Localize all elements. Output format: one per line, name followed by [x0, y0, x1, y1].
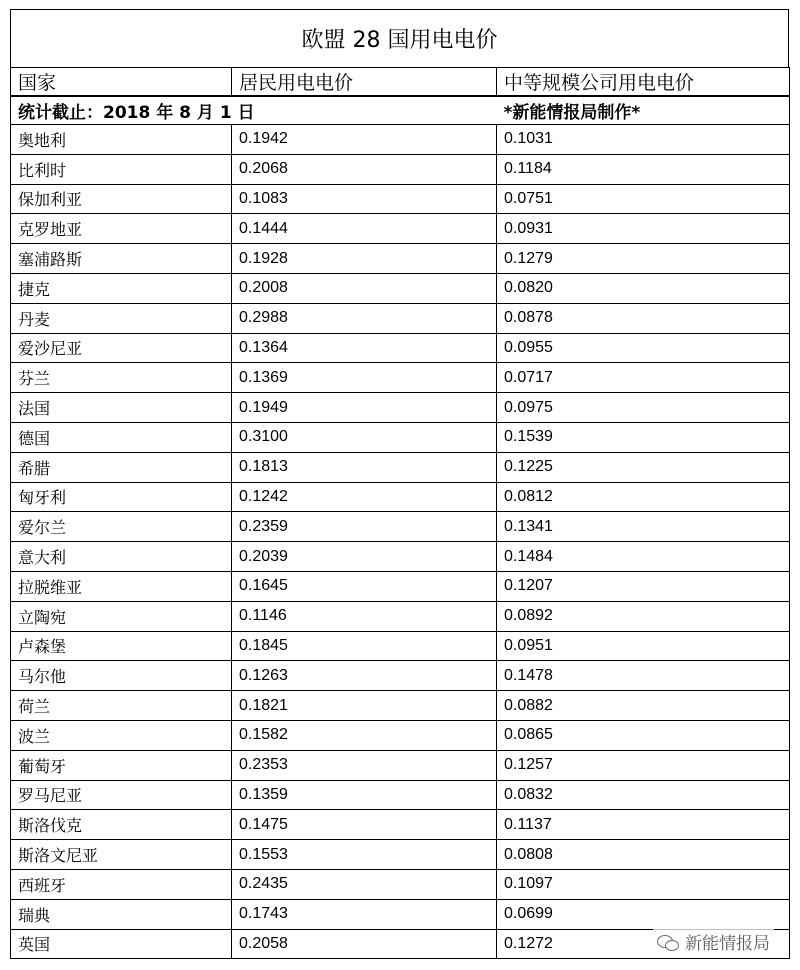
table-row — [11, 452, 790, 482]
residential-price-cell: 0.2359 — [232, 512, 497, 542]
business-price-cell: 0.0751 — [497, 184, 790, 214]
header-country: 国家 — [11, 68, 232, 97]
country-cell: 爱尔兰 — [11, 512, 232, 542]
business-price-cell: 0.1341 — [497, 512, 790, 542]
residential-price-cell: 0.1928 — [232, 244, 497, 274]
residential-price-cell: 0.2435 — [232, 869, 497, 899]
country-cell: 德国 — [11, 422, 232, 452]
table-row — [11, 691, 790, 721]
business-price-cell: 0.1097 — [497, 869, 790, 899]
country-cell: 斯洛文尼亚 — [11, 840, 232, 870]
table-row — [11, 631, 790, 661]
business-price-cell: 0.1257 — [497, 750, 790, 780]
table-row — [11, 244, 790, 274]
table-row — [11, 333, 790, 363]
residential-price-cell: 0.2039 — [232, 542, 497, 572]
business-price-cell: 0.0892 — [497, 601, 790, 631]
table-row — [11, 661, 790, 691]
business-price-cell: 0.0975 — [497, 393, 790, 423]
header-row — [11, 68, 790, 97]
residential-price-cell: 0.1359 — [232, 780, 497, 810]
business-price-cell: 0.1137 — [497, 810, 790, 840]
table-row — [11, 840, 790, 870]
country-cell: 马尔他 — [11, 661, 232, 691]
business-price-cell: 0.0951 — [497, 631, 790, 661]
business-price-cell: 0.0808 — [497, 840, 790, 870]
country-cell: 瑞典 — [11, 899, 232, 929]
country-cell: 斯洛伐克 — [11, 810, 232, 840]
country-cell: 比利时 — [11, 154, 232, 184]
country-cell: 希腊 — [11, 452, 232, 482]
business-price-cell: 0.0878 — [497, 303, 790, 333]
country-cell: 保加利亚 — [11, 184, 232, 214]
credit-note: *新能情报局制作* — [497, 96, 790, 125]
price-table — [10, 67, 790, 959]
country-cell: 克罗地亚 — [11, 214, 232, 244]
residential-price-cell: 0.1242 — [232, 482, 497, 512]
business-price-cell: 0.0832 — [497, 780, 790, 810]
business-price-cell: 0.0882 — [497, 691, 790, 721]
business-price-cell: 0.0865 — [497, 720, 790, 750]
business-price-cell: 0.1484 — [497, 542, 790, 572]
residential-price-cell: 0.3100 — [232, 422, 497, 452]
country-cell: 芬兰 — [11, 363, 232, 393]
country-cell: 葡萄牙 — [11, 750, 232, 780]
residential-price-cell: 0.1949 — [232, 393, 497, 423]
country-cell: 西班牙 — [11, 869, 232, 899]
subheader-row — [11, 96, 790, 125]
country-cell: 奥地利 — [11, 125, 232, 155]
country-cell: 拉脱维亚 — [11, 571, 232, 601]
country-cell: 英国 — [11, 929, 232, 959]
residential-price-cell: 0.1942 — [232, 125, 497, 155]
residential-price-cell: 0.2988 — [232, 303, 497, 333]
country-cell: 荷兰 — [11, 691, 232, 721]
table-row — [11, 422, 790, 452]
price-table-sheet — [10, 9, 789, 959]
business-price-cell: 0.1225 — [497, 452, 790, 482]
table-row — [11, 899, 790, 929]
table-row — [11, 542, 790, 572]
business-price-cell: 0.1272 — [497, 929, 790, 959]
table-row — [11, 869, 790, 899]
residential-price-cell: 0.2058 — [232, 929, 497, 959]
table-row — [11, 750, 790, 780]
residential-price-cell: 0.1845 — [232, 631, 497, 661]
country-cell: 爱沙尼亚 — [11, 333, 232, 363]
business-price-cell: 0.1184 — [497, 154, 790, 184]
residential-price-cell: 0.1553 — [232, 840, 497, 870]
residential-price-cell: 0.1444 — [232, 214, 497, 244]
date-note: 统计截止：2018 年 8 月 1 日 — [11, 96, 497, 125]
country-cell: 法国 — [11, 393, 232, 423]
residential-price-cell: 0.1263 — [232, 661, 497, 691]
residential-price-cell: 0.1369 — [232, 363, 497, 393]
business-price-cell: 0.1478 — [497, 661, 790, 691]
table-row — [11, 363, 790, 393]
table-row — [11, 780, 790, 810]
business-price-cell: 0.0812 — [497, 482, 790, 512]
country-cell: 塞浦路斯 — [11, 244, 232, 274]
business-price-cell: 0.0717 — [497, 363, 790, 393]
residential-price-cell: 0.1475 — [232, 810, 497, 840]
table-row — [11, 571, 790, 601]
table-row — [11, 512, 790, 542]
table-row — [11, 273, 790, 303]
country-cell: 波兰 — [11, 720, 232, 750]
table-row — [11, 810, 790, 840]
table-row — [11, 720, 790, 750]
country-cell: 捷克 — [11, 273, 232, 303]
wechat-icon — [657, 933, 679, 951]
table-title: 欧盟 28 国用电电价 — [10, 9, 789, 67]
watermark-text: 新能情报局 — [685, 934, 770, 954]
table-row — [11, 154, 790, 184]
residential-price-cell: 0.1645 — [232, 571, 497, 601]
residential-price-cell: 0.1821 — [232, 691, 497, 721]
residential-price-cell: 0.1743 — [232, 899, 497, 929]
residential-price-cell: 0.2068 — [232, 154, 497, 184]
table-row — [11, 184, 790, 214]
business-price-cell: 0.0820 — [497, 273, 790, 303]
table-row — [11, 214, 790, 244]
country-cell: 卢森堡 — [11, 631, 232, 661]
country-cell: 丹麦 — [11, 303, 232, 333]
watermark — [653, 927, 774, 956]
table-row — [11, 125, 790, 155]
residential-price-cell: 0.2008 — [232, 273, 497, 303]
table-row — [11, 303, 790, 333]
header-residential: 居民用电电价 — [232, 68, 497, 97]
country-cell: 意大利 — [11, 542, 232, 572]
header-business: 中等规模公司用电电价 — [497, 68, 790, 97]
business-price-cell: 0.1031 — [497, 125, 790, 155]
residential-price-cell: 0.1146 — [232, 601, 497, 631]
residential-price-cell: 0.1582 — [232, 720, 497, 750]
business-price-cell: 0.0955 — [497, 333, 790, 363]
table-row — [11, 601, 790, 631]
country-cell: 罗马尼亚 — [11, 780, 232, 810]
table-row — [11, 482, 790, 512]
business-price-cell: 0.1207 — [497, 571, 790, 601]
business-price-cell: 0.1539 — [497, 422, 790, 452]
business-price-cell: 0.1279 — [497, 244, 790, 274]
residential-price-cell: 0.1364 — [232, 333, 497, 363]
country-cell: 立陶宛 — [11, 601, 232, 631]
table-row — [11, 393, 790, 423]
residential-price-cell: 0.1813 — [232, 452, 497, 482]
business-price-cell: 0.0699 — [497, 899, 790, 929]
residential-price-cell: 0.1083 — [232, 184, 497, 214]
business-price-cell: 0.0931 — [497, 214, 790, 244]
country-cell: 匈牙利 — [11, 482, 232, 512]
residential-price-cell: 0.2353 — [232, 750, 497, 780]
